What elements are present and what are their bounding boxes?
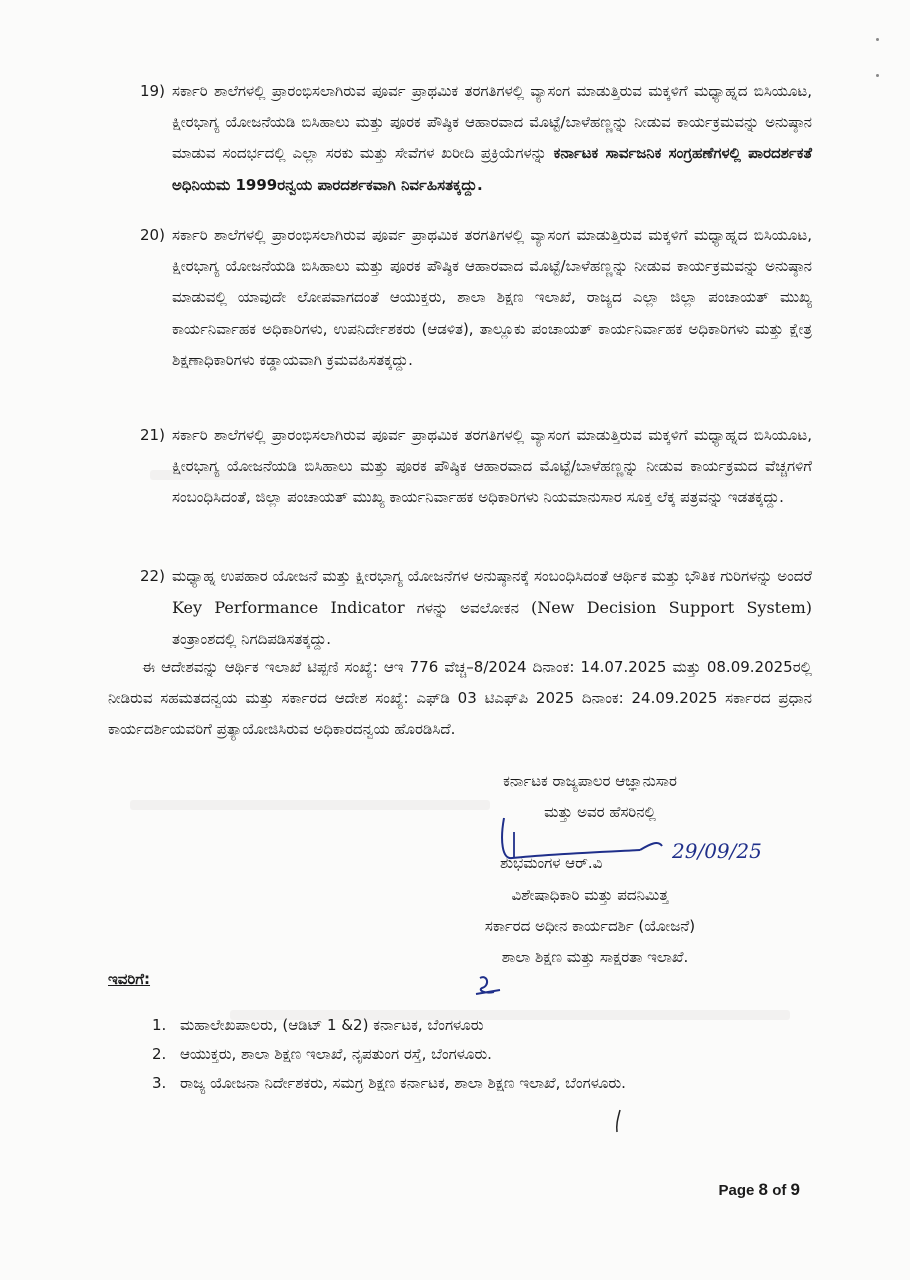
cc-item-text: ರಾಜ್ಯ ಯೋಜನಾ ನಿರ್ದೇಶಕರು, ಸಮಗ್ರ ಶಿಕ್ಷಣ ಕರ್ನಾಟಕ, ಶಾಲಾ ಶಿಕ್ಷಣ ಇಲಾಖೆ, ಬೆಂಗಳೂರು. (180, 1074, 626, 1092)
signatory-designation-3: ಶಾಲಾ ಶಿಕ್ಷಣ ಮತ್ತು ಸಾಕ್ಷರತಾ ಇಲಾಖೆ. (501, 948, 689, 966)
item-22-part-c: ತಂತ್ರಾಂಶದಲ್ಲಿ ನಿಗದಿಪಡಿಸತಕ್ಕದ್ದು. (172, 630, 332, 649)
signatory-name: ಶುಭಮಂಗಳ ಆರ್.ವಿ (500, 854, 603, 872)
speck (876, 38, 879, 41)
item-21-number: 21) (140, 426, 165, 444)
item-22-text (172, 561, 812, 656)
cc-item-number: 1. (152, 1016, 167, 1034)
footer-of-word: of (772, 1182, 787, 1199)
item-22-ndss: (New Decision Support System) (530, 598, 812, 618)
item-22-part-b: ಗಳನ್ನು ಅವಲೋಕನ (404, 599, 531, 618)
item-19-body: ಸರ್ಕಾರಿ ಶಾಲೆಗಳಲ್ಲಿ ಪ್ರಾರಂಭಿಸಲಾಗಿರುವ ಪೂರ್ವ ಪ್ರಾಥಮಿಕ ತರಗತಿಗಳಲ್ಲಿ ವ್ಯಾಸಂಗ ಮಾಡುತ್ತಿರುವ ಮಕ್ಕಳಿಗೆ ಮಧ್ಯಾಹ್ನದ ಬಿಸಿಯೂಟ, ಕ್ಷೀರಭಾಗ್ಯ ಯೋಜನೆಯಡಿ ಬಿಸಿಹಾಲು ಮತ್ತು ಪೂರಕ ಪೌಷ್ಠಿಕ ಆಹಾರವಾದ ಮೊಟ್ಟೆ/ಬಾಳೆಹಣ್ಣನ್ನು ನೀಡುವ ಕಾರ್ಯಕ್ರಮವನ್ನು ಅನುಷ್ಠಾನ ಮಾಡುವ ಸಂದರ್ಭದಲ್ಲಿ ಎಲ್ಲಾ ಸರಕು ಮತ್ತು ಸೇವೆಗಳ ಖರೀದಿ ಪ್ರಕ್ರಿಯೆಗಳನ್ನು (172, 82, 812, 163)
cc-item (152, 1070, 626, 1096)
bleed-through (130, 800, 490, 810)
initials-mark (470, 972, 510, 1000)
cc-item-number: 3. (152, 1074, 167, 1092)
cc-item-text: ಆಯುಕ್ತರು, ಶಾಲಾ ಶಿಕ್ಷಣ ಇಲಾಖೆ, ನೃಪತುಂಗ ರಸ್ತೆ, ಬೆಂಗಳೂರು. (180, 1045, 492, 1063)
speck (876, 74, 879, 77)
cc-item (152, 1012, 483, 1038)
order-paragraph: ಈ ಆದೇಶವನ್ನು ಆರ್ಥಿಕ ಇಲಾಖೆ ಟಿಪ್ಪಣಿ ಸಂಖ್ಯೆ: ಆಇ 776 ವೆಚ್ಚ–8/2024 ದಿನಾಂಕ: 14.07.2025 ಮತ್ತು 08.09.2025ರಲ್ಲಿ ನೀಡಿರುವ ಸಹಮತದನ್ವಯ ಮತ್ತು ಸರ್ಕಾರದ ಆದೇಶ ಸಂಖ್ಯೆ: ಎಫ್‌ಡಿ 03 ಟಿಎಫ್‌ಪಿ 2025 ದಿನಾಂಕ: 24.09.2025 ಸರ್ಕಾರದ ಪ್ರಧಾನ ಕಾರ್ಯದರ್ಶಿಯವರಿಗೆ ಪ್ರತ್ಯಾಯೋಜಿಸಿರುವ ಅಧಿಕಾರದನ್ವಯ ಹೊರಡಿಸಿದೆ. (108, 658, 812, 739)
item-19-number: 19) (140, 82, 165, 100)
governor-name-line: ಮತ್ತು ಅವರ ಹೆಸರಿನಲ್ಲಿ (544, 803, 656, 821)
item-21-text: ಸರ್ಕಾರಿ ಶಾಲೆಗಳಲ್ಲಿ ಪ್ರಾರಂಭಿಸಲಾಗಿರುವ ಪೂರ್ವ ಪ್ರಾಥಮಿಕ ತರಗತಿಗಳಲ್ಲಿ ವ್ಯಾಸಂಗ ಮಾಡುತ್ತಿರುವ ಮಕ್ಕಳಿಗೆ ಮಧ್ಯಾಹ್ನದ ಬಿಸಿಯೂಟ, ಕ್ಷೀರಭಾಗ್ಯ ಯೋಜನೆಯಡಿ ಬಿಸಿಹಾಲು ಮತ್ತು ಪೂರಕ ಪೌಷ್ಠಿಕ ಆಹಾರವಾದ ಮೊಟ್ಟೆ/ಬಾಳೆಹಣ್ಣನ್ನು ನೀಡುವ ಕಾರ್ಯಕ್ರಮದ ವೆಚ್ಚಗಳಿಗೆ ಸಂಬಂಧಿಸಿದಂತೆ, ಜಿಲ್ಲಾ ಪಂಚಾಯತ್ ಮುಖ್ಯ ಕಾರ್ಯನಿರ್ವಾಹಕ ಅಧಿಕಾರಿಗಳು ನಿಯಮಾನುಸಾರ ಸೂಕ್ತ ಲೆಕ್ಕ ಪತ್ರವನ್ನು ಇಡತಕ್ಕದ್ದು. (172, 426, 812, 507)
footer-page-total: 9 (790, 1180, 800, 1199)
cc-heading: ಇವರಿಗೆ: (108, 970, 151, 988)
item-20-number: 20) (140, 226, 165, 244)
item-22-kpi: Key Performance Indicator (172, 598, 405, 618)
cc-item-number: 2. (152, 1045, 167, 1063)
item-19-text (172, 76, 812, 201)
cc-item-text: ಮಹಾಲೇಖಪಾಲರು, (ಆಡಿಟ್ 1 &2) ಕರ್ನಾಟಕ, ಬೆಂಗಳೂರು (180, 1016, 484, 1034)
item-19-bold: ಕರ್ನಾಟಕ ಸಾರ್ವಜನಿಕ ಸಂಗ್ರಹಣೆಗಳಲ್ಲಿ ಪಾರದರ್ಶಕತೆ ಅಧಿನಿಯಮ 1999ರನ್ವಯ ಪಾರದರ್ಶಕವಾಗಿ ನಿರ್ವಹಿಸತಕ್ಕದ್ದು. (172, 144, 813, 194)
item-22-number: 22) (140, 567, 165, 585)
footer-page-number: 8 (758, 1180, 769, 1199)
signatory-designation-2: ಸರ್ಕಾರದ ಅಧೀನ ಕಾರ್ಯದರ್ಶಿ (ಯೋಜನೆ) (484, 917, 696, 935)
governor-order-line: ಕರ್ನಾಟಕ ರಾಜ್ಯಪಾಲರ ಆಜ್ಞಾನುಸಾರ (503, 772, 677, 790)
footer-page-word: Page (718, 1182, 755, 1199)
signature-date: 29/09/25 (672, 839, 762, 863)
item-22-part-a: ಮಧ್ಯಾಹ್ನ ಉಪಹಾರ ಯೋಜನೆ ಮತ್ತು ಕ್ಷೀರಭಾಗ್ಯ ಯೋಜನೆಗಳ ಅನುಷ್ಠಾನಕ್ಕೆ ಸಂಬಂಧಿಸಿದಂತೆ ಆರ್ಥಿಕ ಮತ್ತು ಭೌತಿಕ ಗುರಿಗಳನ್ನು ಅಂದರೆ (172, 567, 812, 585)
signatory-designation-1: ವಿಶೇಷಾಧಿಕಾರಿ ಮತ್ತು ಪದನಿಮಿತ್ತ (511, 886, 669, 904)
cc-item (152, 1041, 492, 1067)
page-footer (719, 1180, 800, 1200)
pen-mark (612, 1108, 624, 1134)
item-20-text: ಸರ್ಕಾರಿ ಶಾಲೆಗಳಲ್ಲಿ ಪ್ರಾರಂಭಿಸಲಾಗಿರುವ ಪೂರ್ವ ಪ್ರಾಥಮಿಕ ತರಗತಿಗಳಲ್ಲಿ ವ್ಯಾಸಂಗ ಮಾಡುತ್ತಿರುವ ಮಕ್ಕಳಿಗೆ ಮಧ್ಯಾಹ್ನದ ಬಿಸಿಯೂಟ, ಕ್ಷೀರಭಾಗ್ಯ ಯೋಜನೆಯಡಿ ಬಿಸಿಹಾಲು ಮತ್ತು ಪೂರಕ ಪೌಷ್ಠಿಕ ಆಹಾರವಾದ ಮೊಟ್ಟೆ/ಬಾಳೆಹಣ್ಣನ್ನು ನೀಡುವ ಕಾರ್ಯಕ್ರಮವನ್ನು ಅನುಷ್ಠಾನ ಮಾಡುವಲ್ಲಿ ಯಾವುದೇ ಲೋಪವಾಗದಂತೆ ಆಯುಕ್ತರು, ಶಾಲಾ ಶಿಕ್ಷಣ ಇಲಾಖೆ, ರಾಜ್ಯದ ಎಲ್ಲಾ ಜಿಲ್ಲಾ ಪಂಚಾಯತ್ ಮುಖ್ಯ ಕಾರ್ಯನಿರ್ವಾಹಕ ಅಧಿಕಾರಿಗಳು, ಉಪನಿರ್ದೇಶಕರು (ಆಡಳಿತ), ತಾಲ್ಲೂಕು ಪಂಚಾಯತ್ ಕಾರ್ಯನಿರ್ವಾಹಕ ಅಧಿಕಾರಿಗಳು ಮತ್ತು ಕ್ಷೇತ್ರ ಶಿಕ್ಷಣಾಧಿಕಾರಿಗಳು ಕಡ್ಡಾಯವಾಗಿ ಕ್ರಮವಹಿಸತಕ್ಕದ್ದು. (172, 226, 812, 369)
